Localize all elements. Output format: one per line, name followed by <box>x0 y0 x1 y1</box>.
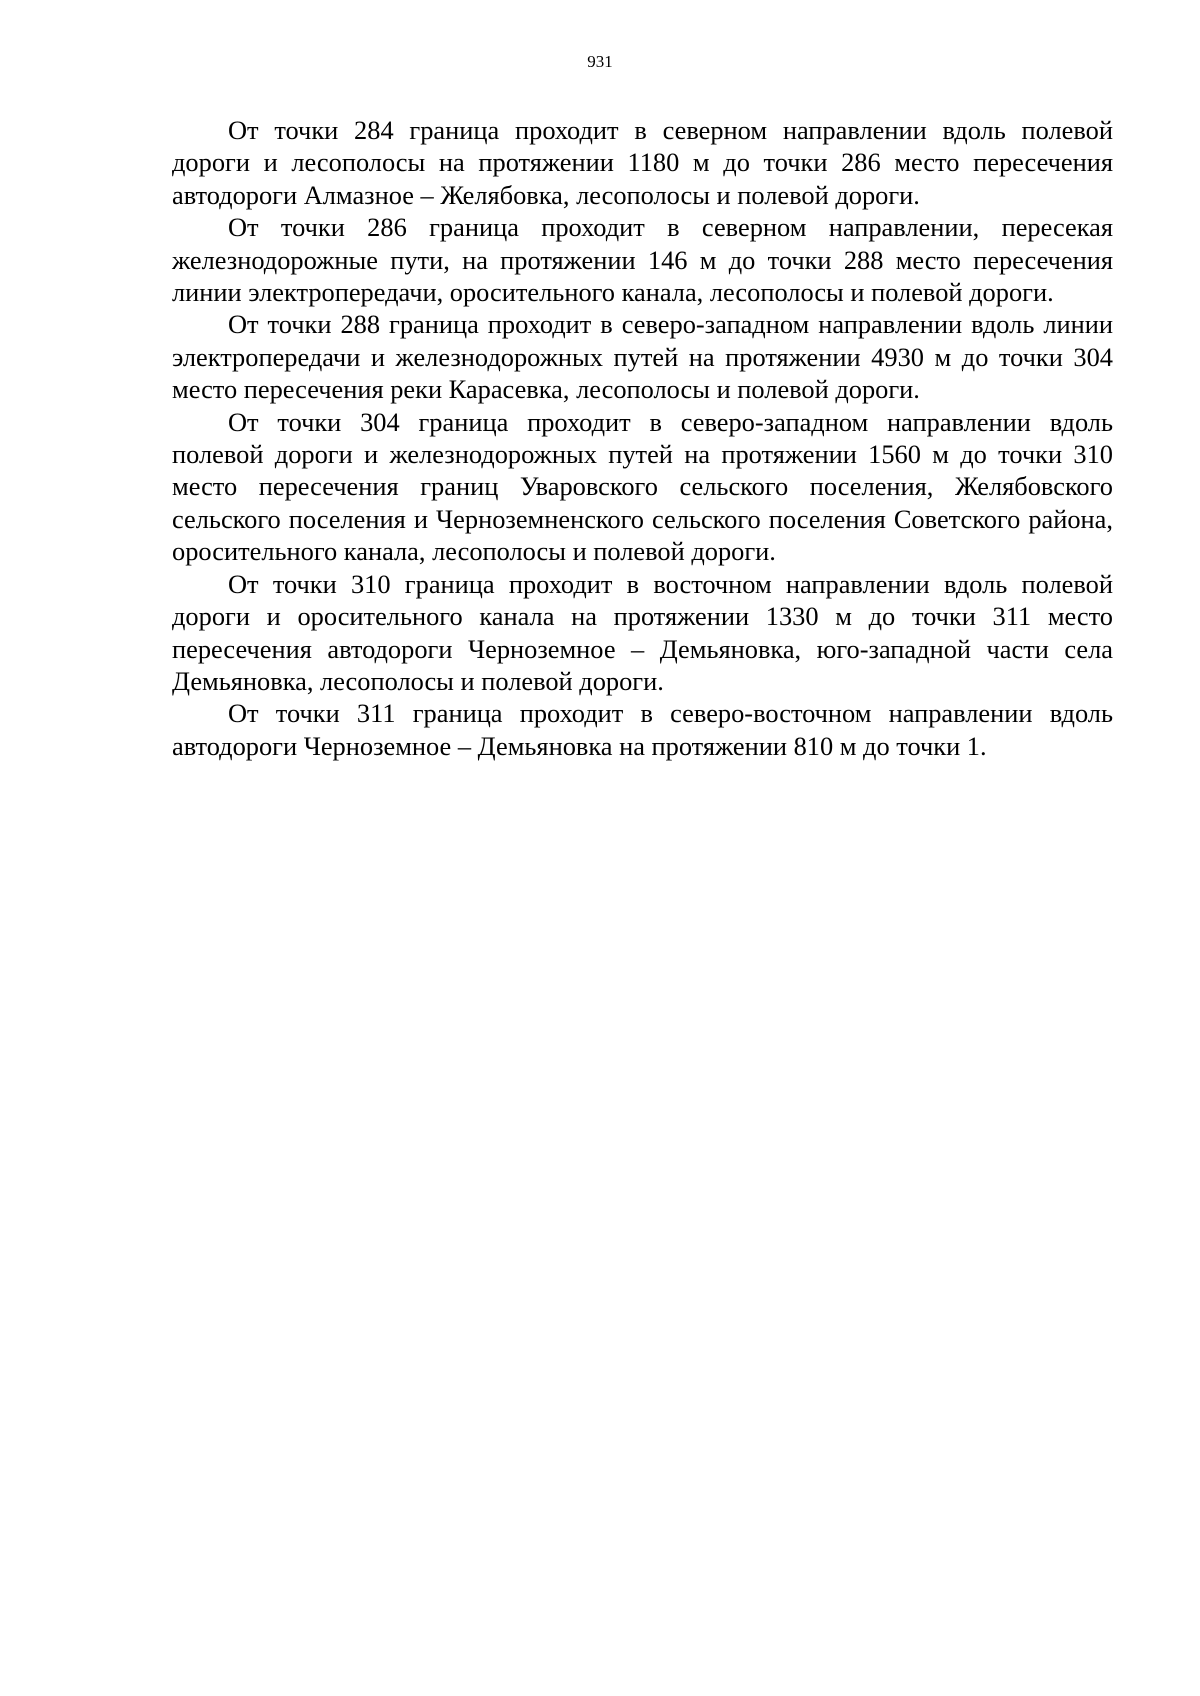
page-number: 931 <box>587 52 613 71</box>
paragraph-point-286: От точки 286 граница проходит в северном направлении, пересекая железнодорожные пути, на протяжении 146 м до точки 288 место пересечения линии электропередачи, оросительного канала, лесополосы и полевой дороги. <box>172 212 1113 308</box>
paragraph-point-288: От точки 288 граница проходит в северо-западном направлении вдоль линии электропередачи и железнодорожных путей на протяжении 4930 м до точки 304 место пересечения реки Карасевка, лесополосы и полевой дороги. <box>172 309 1113 405</box>
paragraph-point-310: От точки 310 граница проходит в восточном направлении вдоль полевой дороги и оросительного канала на протяжении 1330 м до точки 311 место пересечения автодороги Черноземное – Демьяновка, юго-западной части села Демьяновка, лесополосы и полевой дороги. <box>172 568 1113 696</box>
paragraph-point-304: От точки 304 граница проходит в северо-западном направлении вдоль полевой дороги и железнодорожных путей на протяжении 1560 м до точки 310 место пересечения границ Уваровского сельского поселения, Желябовского сельского поселения и Черноземненского сельского поселения Советского района, оросительного канала, лесополосы и полевой дороги. <box>172 406 1113 567</box>
paragraph-point-311: От точки 311 граница проходит в северо-восточном направлении вдоль автодороги Черноземное – Демьяновка на протяжении 810 м до точки 1. <box>172 698 1113 761</box>
paragraph-point-284: От точки 284 граница проходит в северном направлении вдоль полевой дороги и лесополосы на протяжении 1180 м до точки 286 место пересечения автодороги Алмазное – Желябовка, лесополосы и полевой дороги. <box>172 115 1113 210</box>
document-body <box>172 114 1113 762</box>
